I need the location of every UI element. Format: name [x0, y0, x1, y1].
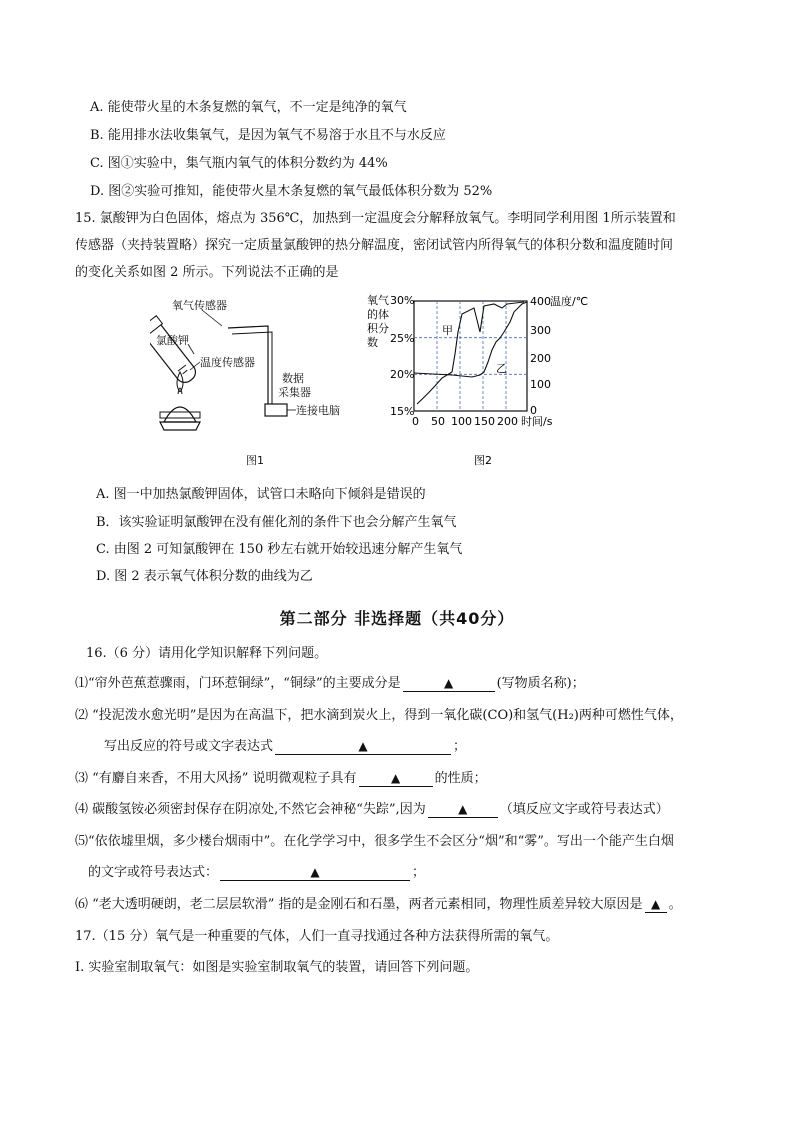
- q15-stem-line: 的变化关系如图 2 所示。下列说法不正确的是: [75, 265, 339, 280]
- q16-item-2-line1: ⑵ “投泥泼水愈光明”是因为在高温下，把水滴到炭火上，得到一氧化碳(CO)和氢气(H₂)两种可燃性气体，: [75, 708, 683, 723]
- q14-option-a: A. 能使带火星的木条复燃的氧气，不一定是纯净的氧气: [90, 100, 407, 115]
- right-tick: 200: [530, 352, 551, 365]
- figure-2-caption: 图2: [474, 454, 492, 467]
- right-tick: 300: [530, 324, 551, 337]
- q16-item-5-line1: ⑸“依依墟里烟，多少楼台烟雨中”。在化学学习中，很多学生不会区分“烟”和“雾”。写出一个能产生白烟: [75, 834, 674, 849]
- q14-option-c: C. 图①实验中，集气瓶内氧气的体积分数约为 44%: [90, 156, 388, 171]
- figure-1-apparatus: [150, 292, 360, 472]
- answer-blank[interactable]: [359, 771, 433, 787]
- q15-option-d: D. 图 2 表示氧气体积分数的曲线为乙: [96, 569, 313, 584]
- q16-item-5-suffix: ；: [412, 865, 426, 880]
- q16-item-2-suffix: ；: [453, 739, 467, 754]
- q16-item-2-line2: [104, 738, 466, 756]
- left-tick: 25%: [390, 332, 415, 345]
- q17-head: 17.（15 分）氧气是一种重要的气体，人们一直寻找通过各种方法获得所需的氧气。: [75, 929, 559, 944]
- part2-title: 第二部分 非选择题（共40分）: [279, 609, 515, 628]
- left-axis-title: 氧气: [367, 294, 389, 307]
- q16-item-2-text: 写出反应的符号或文字表达式: [104, 739, 274, 754]
- q15-stem-line: 传感器（夹持装置略）探究一定质量氯酸钾的热分解温度，密闭试管内所得氧气的体积分数和温度随时间: [75, 238, 674, 253]
- q14-option-d: D. 图②实验可推知，能使带火星木条复燃的氧气最低体积分数为 52%: [90, 184, 493, 199]
- q16-item-1: [75, 675, 585, 693]
- q16-head: 16.（6 分）请用化学知识解释下列问题。: [86, 646, 328, 661]
- q16-item-6: [75, 896, 682, 914]
- q15-option-c: C. 由图 2 可知氯酸钾在 150 秒左右就开始较迅速分解产生氧气: [96, 542, 463, 557]
- answer-blank[interactable]: [645, 897, 667, 913]
- x-axis-label: 时间/s: [521, 415, 553, 428]
- q16-item-6-text: ⑹ “老大透明硬朗，老二层层软滑” 指的是金刚石和石墨，两者元素相同，物理性质差异较大原因是: [75, 897, 643, 912]
- label-oxygen-sensor: 氧气传感器: [172, 299, 227, 312]
- label-potassium-chlorate: 氯酸钾: [156, 334, 189, 347]
- x-tick: 100: [451, 415, 472, 428]
- figure-1-caption: 图1: [246, 454, 264, 467]
- curve-label-jia: 甲: [442, 324, 453, 337]
- right-tick: 400: [530, 295, 551, 308]
- triangle-mark: ▲: [458, 802, 468, 816]
- q16-item-3-suffix: 的性质；: [434, 771, 487, 786]
- label-data: 数据: [282, 372, 304, 385]
- answer-blank[interactable]: [220, 865, 410, 881]
- label-collector: 采集器: [278, 386, 311, 399]
- q16-item-6-suffix: 。: [668, 897, 682, 912]
- figure-2-graph: [362, 292, 602, 472]
- triangle-mark: ▲: [443, 676, 454, 690]
- triangle-mark: ▲: [358, 739, 368, 753]
- left-tick: 15%: [390, 405, 415, 418]
- q15-option-a: A. 图一中加热氯酸钾固体，试管口未略向下倾斜是错误的: [96, 487, 426, 502]
- left-axis-title: 数: [367, 336, 378, 349]
- triangle-mark: ▲: [650, 897, 661, 911]
- x-tick: 0: [412, 415, 419, 428]
- curve-yi: [414, 302, 527, 377]
- label-connect-computer: 连接电脑: [296, 404, 340, 417]
- q16-item-5-text: 的文字或符号表达式：: [88, 865, 219, 880]
- answer-blank[interactable]: [428, 802, 498, 818]
- left-tick: 20%: [390, 368, 415, 381]
- q16-item-3-text: ⑶ “有麝自来香，不用大风扬” 说明微观粒子具有: [75, 771, 357, 786]
- x-tick: 200: [497, 415, 518, 428]
- left-axis-title: 的体: [367, 308, 389, 321]
- q16-item-1-text: ⑴“帘外芭蕉惹骤雨，门环惹铜绿”，“铜绿”的主要成分是: [75, 676, 401, 691]
- left-tick: 30%: [390, 294, 415, 307]
- q15-option-b: B．该实验证明氯酸钾在没有催化剂的条件下也会分解产生氧气: [96, 515, 457, 530]
- q16-item-4-suffix: （填反应文字或符号表达式）: [499, 802, 669, 817]
- q14-option-b: B. 能用排水法收集氧气，是因为氧气不易溶于水且不与水反应: [90, 128, 446, 143]
- answer-blank[interactable]: [275, 739, 451, 755]
- right-tick: 100: [530, 378, 551, 391]
- answer-blank[interactable]: [403, 676, 495, 692]
- label-temperature-sensor: 温度传感器: [200, 356, 255, 369]
- q16-item-5-line2: [88, 864, 425, 882]
- curve-jia: [417, 302, 524, 404]
- right-axis-label: 温度/℃: [550, 295, 589, 308]
- curve-label-yi: 乙: [496, 362, 507, 375]
- triangle-mark: ▲: [310, 865, 320, 879]
- left-axis-title: 积分: [367, 322, 389, 335]
- x-tick: 50: [431, 415, 445, 428]
- x-tick: 150: [474, 415, 495, 428]
- q16-item-1-suffix: (写物质名称)；: [496, 676, 585, 691]
- triangle-mark: ▲: [390, 771, 401, 785]
- q16-item-3: [75, 770, 487, 788]
- right-tick: 0: [530, 404, 537, 417]
- q16-item-4: [75, 801, 669, 819]
- q16-item-4-text: ⑷ 碳酸氢铵必须密封保存在阴凉处,不然它会神秘“失踪”,因为: [75, 802, 426, 817]
- q17-part-1: I. 实验室制取氧气：如图是实验室制取氧气的装置，请回答下列问题。: [75, 960, 479, 975]
- q15-stem-line: 15. 氯酸钾为白色固体，熔点为 356℃，加热到一定温度会分解释放氧气。李明同学利用图 1所示装置和: [75, 211, 676, 226]
